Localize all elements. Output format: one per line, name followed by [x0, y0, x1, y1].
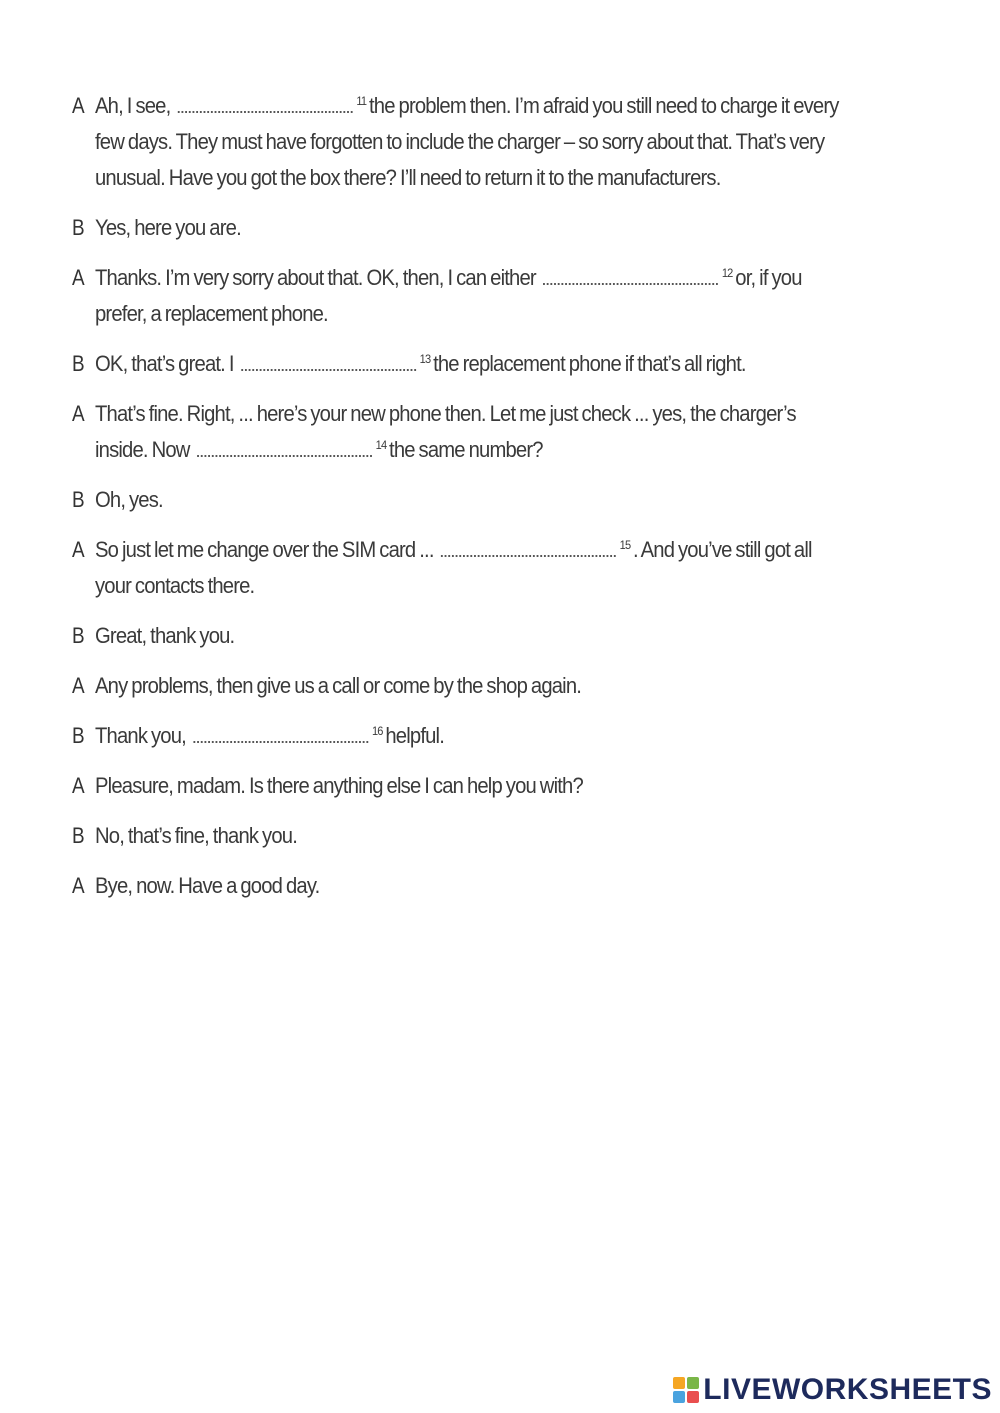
dialogue-turn: [72, 668, 912, 704]
logo-square: [673, 1391, 685, 1403]
text-segment: . And you’ve still got all your contacts there.: [95, 537, 812, 598]
dialogue-turn: [72, 718, 912, 754]
logo-square: [687, 1377, 699, 1389]
speaker-label: A: [72, 873, 85, 898]
question-number: 13: [419, 351, 431, 366]
text-segment: Yes, here you are.: [95, 215, 241, 240]
dialogue-text: [95, 768, 847, 804]
dialogue-turn: [72, 818, 912, 854]
dialogue: [72, 88, 912, 918]
logo-square: [687, 1391, 699, 1403]
answer-blank[interactable]: [197, 439, 372, 457]
speaker-label: B: [72, 623, 85, 648]
answer-blank[interactable]: [193, 725, 368, 743]
text-segment: Ah, I see,: [95, 93, 175, 118]
speaker-label: A: [72, 773, 85, 798]
dialogue-turn: [72, 482, 912, 518]
speaker-label: B: [72, 215, 85, 240]
text-segment: Pleasure, madam. Is there anything else I can help you with?: [95, 773, 583, 798]
answer-blank[interactable]: [441, 539, 616, 557]
dialogue-text: [95, 482, 847, 518]
text-segment: Great, thank you.: [95, 623, 235, 648]
dialogue-text: [95, 532, 847, 604]
dialogue-turn: [72, 618, 912, 654]
logo-square: [673, 1377, 685, 1389]
speaker-label: A: [72, 673, 85, 698]
text-segment: or, if you prefer, a replacement phone.: [95, 265, 802, 326]
text-segment: So just let me change over the SIM card ...: [95, 537, 438, 562]
question-number: 16: [371, 723, 383, 738]
question-number: 11: [356, 93, 367, 108]
dialogue-text: [95, 88, 847, 196]
dialogue-turn: [72, 768, 912, 804]
speaker-label: A: [72, 401, 85, 426]
question-number: 15: [619, 537, 631, 552]
dialogue-turn: [72, 346, 912, 382]
question-number: 14: [375, 437, 387, 452]
text-segment: the problem then. I’m afraid you still need to charge it every few days. They must have forgotten to include the charger – so sorry about that. That’s very unusual. Have you got the box there? I’ll need to return it to the manufacturers.: [95, 93, 839, 190]
text-segment: the same number?: [389, 437, 543, 462]
dialogue-turn: [72, 260, 912, 332]
text-segment: OK, that’s great. I: [95, 351, 238, 376]
text-segment: the replacement phone if that’s all right.: [433, 351, 746, 376]
liveworksheets-logo: [673, 1373, 992, 1407]
dialogue-text: [95, 210, 847, 246]
text-segment: No, that’s fine, thank you.: [95, 823, 297, 848]
dialogue-turn: [72, 868, 912, 904]
text-segment: Thank you,: [95, 723, 190, 748]
dialogue-turn: [72, 396, 912, 468]
dialogue-turn: [72, 88, 912, 196]
question-number: 12: [721, 265, 733, 280]
answer-blank[interactable]: [543, 267, 718, 285]
text-segment: helpful.: [385, 723, 445, 748]
answer-blank[interactable]: [241, 353, 416, 371]
dialogue-text: [95, 260, 847, 332]
logo-text: LIVEWORKSHEETS: [703, 1373, 992, 1406]
logo-mark-icon: [673, 1377, 699, 1403]
text-segment: That’s fine. Right, ... here’s your new phone then. Let me just check ... yes, the charger’s inside. Now: [95, 401, 796, 462]
dialogue-text: [95, 718, 847, 754]
text-segment: Oh, yes.: [95, 487, 163, 512]
text-segment: Bye, now. Have a good day.: [95, 873, 320, 898]
text-segment: Any problems, then give us a call or come by the shop again.: [95, 673, 582, 698]
speaker-label: A: [72, 93, 85, 118]
dialogue-text: [95, 868, 847, 904]
speaker-label: B: [72, 823, 85, 848]
speaker-label: A: [72, 265, 85, 290]
speaker-label: B: [72, 723, 85, 748]
dialogue-turn: [72, 532, 912, 604]
dialogue-text: [95, 618, 847, 654]
dialogue-text: [95, 346, 847, 382]
dialogue-text: [95, 396, 847, 468]
dialogue-text: [95, 668, 847, 704]
dialogue-text: [95, 818, 847, 854]
speaker-label: A: [72, 537, 85, 562]
dialogue-turn: [72, 210, 912, 246]
answer-blank[interactable]: [178, 95, 353, 113]
text-segment: Thanks. I’m very sorry about that. OK, then, I can either: [95, 265, 540, 290]
speaker-label: B: [72, 487, 85, 512]
speaker-label: B: [72, 351, 85, 376]
